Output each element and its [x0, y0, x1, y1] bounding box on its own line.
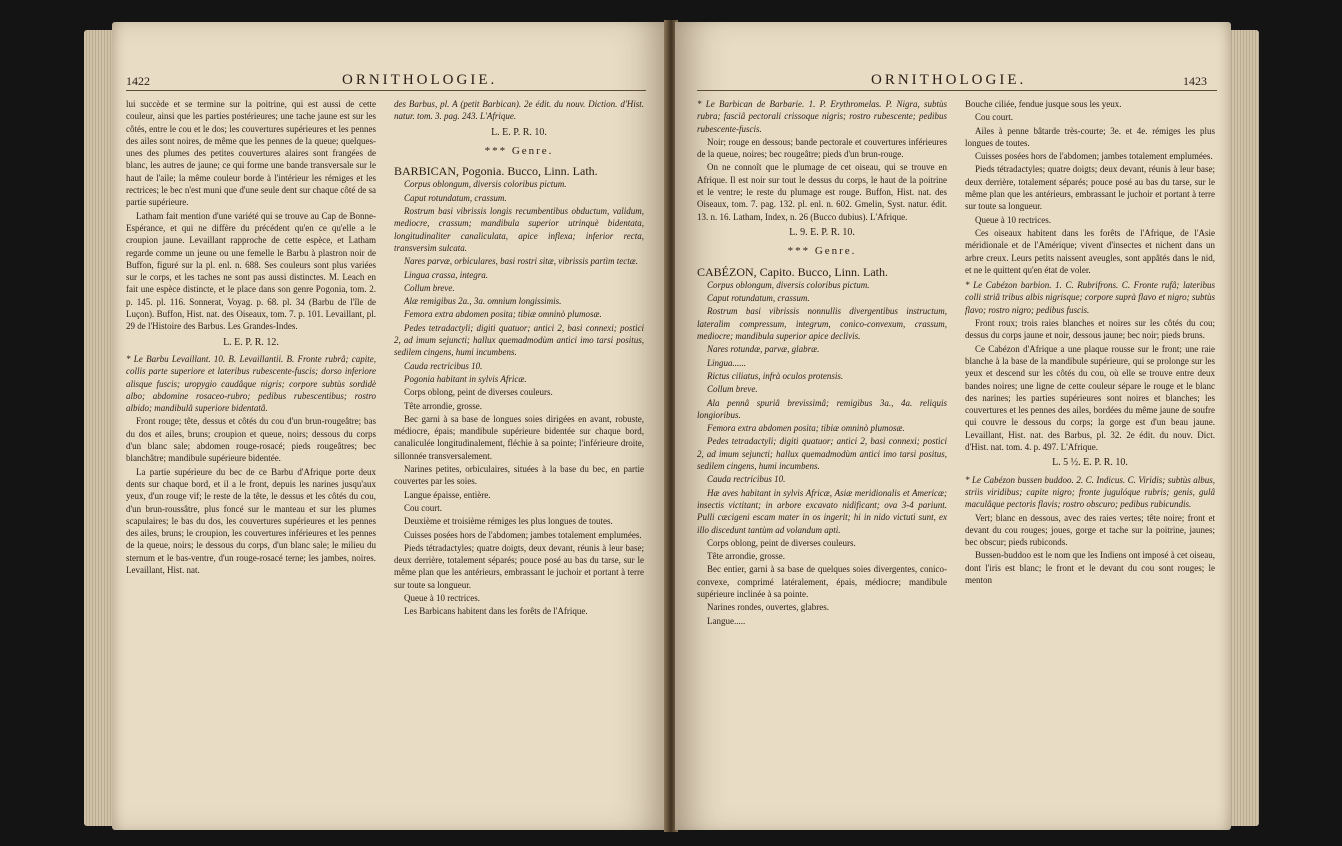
paragraph: Cauda rectricibus 10.: [707, 474, 786, 485]
paragraph: Deuxième et troisième rémiges les plus longues de toutes.: [404, 516, 613, 527]
paragraph: Narines rondes, ouvertes, glabres.: [707, 602, 829, 613]
page-edges-right: [1229, 30, 1259, 826]
left-column-2: [394, 98, 644, 619]
paragraph: CABÉZON, Capito. Bucco, Linn. Lath.: [697, 264, 888, 279]
paragraph: BARBICAN, Pogonia. Bucco, Linn. Lath.: [394, 164, 598, 179]
right-column-1: [697, 98, 947, 628]
header-rule: [126, 90, 646, 91]
page-number: 1423: [1183, 74, 1207, 88]
paragraph: L. 9. E. P. R. 10.: [789, 226, 855, 238]
paragraph: Pedes tetradactyli; digiti quatuor; antici 2, basi connexi; postici 2, ad imum sejuncti; hallux quemadmodùm antici imo tarsi positus, sedilem cingens, humi incumbens.: [697, 436, 947, 472]
paragraph: Queue à 10 rectrices.: [404, 592, 480, 603]
paragraph: Corps oblong, peint de diverses couleurs.: [404, 387, 553, 398]
paragraph: L. 5 ½. E. P. R. 10.: [1052, 457, 1128, 469]
paragraph: La partie supérieure du bec de ce Barbu d'Afrique porte deux dents sur chaque bord, et il a le front, depuis les narines jusqu'aux yeux, d'un rouge vif; le reste de la tête, le dessus et les côtés du cou, d'un brun-roussâtre, plus foncé sur le manteau et sur les plumes scapulaires; le bas du dos, les couvertures supérieures et les pennes des ailes, bruns; le croupion, les couvertures inférieures et les pennes de la queue, noirs; le dessous du corps, d'un blanc sale; le milieu du sternum et le bas-ventre, d'un rouge-rosacé terne; les jambes, noires. Levaillant, Hist. nat.: [126, 466, 376, 575]
paragraph: Corpus oblongum, diversis coloribus pictum.: [707, 279, 870, 290]
paragraph: Corps oblong, peint de diverses couleurs.: [707, 537, 856, 548]
page-edges-left: [84, 30, 114, 826]
paragraph: Bussen-buddoo est le nom que les Indiens ont imposé à cet oiseau, dont l'iris est blanc; le front et le devant du cou sont rouges; le menton: [965, 550, 1215, 585]
paragraph: Lingua crassa, integra.: [404, 269, 489, 280]
paragraph: * Le Barbu Levaillant. 10. B. Levaillantii. B. Fronte rubrâ; capite, collis parte superiore et lateribus rubescente-fuscis; dorso inferiore alisque fuscis; uropygio caudâque nigris; corpore subtùs sordidè albo; abdomine rosaceo-rubro; pedibus rubescentibus; rostro albido; mandibulâ superiore bidentatâ.: [126, 353, 376, 414]
paragraph: Lingua......: [707, 357, 747, 368]
header-rule: [697, 90, 1217, 91]
paragraph: Front rouge; tête, dessus et côtés du cou d'un brun-rougeâtre; bas du dos et ailes, bruns; croupion et queue, noirs; dessous du corps d'un blanc sale; abdomen rouge-rosacé; pieds rougeâtres; bec blanchâtre; mandibule supérieure bidentée.: [126, 416, 376, 464]
left-page: [112, 22, 667, 830]
paragraph: Front roux; trois raies blanches et noires sur les côtés du cou; dessus du corps jaune et noir, dessous jaune; bec noir; pieds bruns.: [965, 318, 1215, 341]
right-column-2: [965, 98, 1215, 587]
paragraph: Cuisses posées hors de l'abdomen; jambes totalement emplumées.: [404, 529, 642, 540]
paragraph: Nares rotundæ, parvæ, glabræ.: [707, 344, 820, 355]
paragraph: Langue.....: [707, 615, 746, 626]
paragraph: lui succède et se termine sur la poitrine, qui est aussi de cette couleur, ainsi que les parties postérieures; une tache jaune est sur les côtés, entre le cou et le dos; les couvertures supérieures et les pennes des ailes sont noires, de même que les pennes de la queue; quelques-unes des plumes des petites couvertures alaires sont frangées de blanc, les autres de jaune; ce qui forme une bande transversale sur le haut de l'aile; la même couleur borde à l'intérieur les rémiges et les rectrices; le bec n'est muni que d'une seule dent sur chaque côté de sa partie supérieure.: [126, 99, 376, 208]
paragraph: On ne connoît que le plumage de cet oiseau, qui se trouve en Afrique. Il est noir sur tout le dessus du corps, le haut de la poitrine et le ventre; le reste du plumage est rouge. Buffon, Hist. nat. des Oiseaux, tom. 7. pag. 132. pl. enl. n. 602. Gmelin, Syst. natur. édit. 13. n. 16. Latham, Index, n. 26 (Bucco dubius). L'Afrique.: [697, 162, 947, 222]
paragraph: Bec entier, garni à sa base de quelques soies divergentes, conico-convexe, comprimé latéralement, épais, médiocre; mandibule supérieure inclinée à sa pointe.: [697, 564, 947, 599]
paragraph: Cuisses posées hors de l'abdomen; jambes totalement emplumées.: [975, 151, 1213, 162]
paragraph: Noir; rouge en dessous; bande pectorale et couvertures inférieures de la queue, noires; bec rougeâtre; pieds d'un brun-rouge.: [697, 136, 947, 160]
paragraph: Pieds tétradactyles; quatre doigts; deux devant, réunis à leur base; deux derrière, totalement séparés; pouce posé au bas du tarse, sur le même plan que les antérieurs, embrassant le juchoir et portant à terre sur toute sa longueur.: [965, 164, 1215, 212]
paragraph: *** Genre.: [484, 144, 554, 157]
paragraph: Ces oiseaux habitent dans les forêts de l'Afrique, de l'Asie méridionale et de l'Amérique; vivent d'insectes et nichent dans un arbre creux. Leurs petits naissent aveugles, sont appâtés dans le nid, et ne le quittent qu'en état de voler.: [965, 227, 1215, 275]
paragraph: Collum breve.: [707, 384, 758, 395]
paragraph: Ala pennâ spuriâ brevissimâ; remigibus 3a., 4a. reliquis longioribus.: [697, 397, 947, 420]
paragraph: L. E. P. R. 12.: [223, 336, 279, 348]
paragraph: L. E. P. R. 10.: [491, 126, 547, 138]
paragraph: *** Genre.: [787, 245, 857, 258]
running-head: ORNITHOLOGIE.: [342, 72, 498, 88]
paragraph: Femora extra abdomen posita; tibiæ omninò plumosæ.: [404, 309, 602, 320]
paragraph: Cou court.: [404, 502, 442, 513]
right-page: [675, 22, 1231, 830]
paragraph: Pieds tétradactyles; quatre doigts, deux devant, réunis à leur base; deux derrière, totalement séparés; pouce posé au bas du tarse, sur le même plan que les antérieurs, embrassant le juchoir et portant à terre sur toute sa longueur.: [394, 542, 644, 590]
paragraph: Pogonia habitant in sylvis Africæ.: [404, 373, 527, 384]
paragraph: * Le Cabézon bussen buddoo. 2. C. Indicus. C. Viridis; subtùs albus, striis viridibus; capite nigro; fronte jugulóque rubris; genis, gulâ maculâque pectoris flavis; rostro obscuro; pedibus rubicundis.: [965, 474, 1215, 510]
paragraph: Hæ aves habitant in sylvis Africæ, Asiæ meridionalis et Americæ; insectis victitant; in arbore excavato nidificant; ova 3-4 pariunt. Pulli cæcigeni escam mater in os ingerit; hi in nido victuti sunt, ex illo discedunt tantùm ad volandum apti.: [697, 487, 947, 535]
paragraph: Ailes à penne bâtarde très-courte; 3e. et 4e. rémiges les plus longues de toutes.: [965, 125, 1215, 148]
paragraph: * Le Cabézon barbion. 1. C. Rubrifrons. C. Fronte rufâ; lateribus colli striâ tribus albis nigrisque; corpore suprà flavo et nigro; subtùs flavo; rostro nigro; pedibus fuscis.: [965, 280, 1215, 315]
paragraph: Femora extra abdomen posita; tibiæ omninò plumosæ.: [707, 423, 905, 434]
paragraph: des Barbus, pl. A (petit Barbican). 2e édit. du nouv. Diction. d'Hist. natur. tom. 3. pag. 243. L'Afrique.: [394, 99, 644, 122]
paragraph: Pedes tetradactyli; digiti quatuor; antici 2, basi connexi; postici 2, ad imum sejuncti; hallux quemadmodùm antici imo tarsi positus, sedilem cingens, humi incumbens.: [394, 322, 644, 358]
paragraph: Langue épaisse, entière.: [404, 489, 491, 500]
paragraph: Latham fait mention d'une variété qui se trouve au Cap de Bonne-Espérance, et qui ne diffère du précédent qu'en ce qu'elle a le croupion jaune. Levaillant rapproche de cette espèce, et Latham regarde comme un jeune ou une femelle le Barbu à plastron noir de Buffon, figuré sur la pl. enl. n. 688. Ses couleurs sont plus variées sur le corps, et les taches ne sont pas aussi distinctes. M. Leach en fait une espèce distincte, et le place dans son genre Pogonia, tom. 2. p. 145. pl. 116. Sonnerat, Voyag. p. 68. pl. 34 (Barbu de l'île de Luçon). Buffon, Hist. nat. des Oiseaux, tom. 7. p. 101. Levaillant, pl. 29 de l'Histoire des Barbus. Les Grandes-Indes.: [126, 210, 376, 332]
paragraph: Vert; blanc en dessous, avec des raies vertes; tête noire; front et devant du cou rouges; joues, gorge et tache sur la poitrine, jaunes; bec obscur; pieds rubiconds.: [965, 512, 1215, 548]
running-head: ORNITHOLOGIE.: [871, 72, 1027, 88]
left-column-1: [126, 98, 376, 577]
paragraph: Alæ remigibus 2a., 3a. omnium longissimis.: [404, 296, 562, 307]
paragraph: Bec garni à sa base de longues soies dirigées en avant, robuste, médiocre, épais; mandibule supérieure bidentée sur chaque bord, canaliculée longitudinalement, fléchie à sa pointe; l'inférieure droite, sillonnée transversalement.: [394, 413, 644, 461]
paragraph: Les Barbicans habitent dans les forêts de l'Afrique.: [404, 606, 588, 617]
paragraph: Bouche ciliée, fendue jusque sous les yeux.: [965, 99, 1122, 109]
paragraph: Tête arrondie, grosse.: [707, 551, 785, 562]
paragraph: Collum breve.: [404, 282, 455, 293]
paragraph: Nares parvæ, orbiculares, basi rostri sitæ, vibrissis partìm tectæ.: [404, 256, 639, 267]
page-number: 1422: [126, 74, 150, 88]
paragraph: Queue à 10 rectrices.: [975, 214, 1051, 225]
paragraph: Cauda rectricibus 10.: [404, 360, 483, 371]
paragraph: Tête arrondie, grosse.: [404, 400, 482, 411]
paragraph: Rostrum basi vibrissis nonnullis divergentibus instructum, lateralìm compressum, integrum, conico-convexum, crassum, mediocre; mandibula superior apice declivis.: [697, 306, 947, 342]
paragraph: Ce Cabézon d'Afrique a une plaque rousse sur le front; une raie blanche à la base de la mandibule supérieure, qui se prolonge sur les yeux et descend sur les côtés du cou, où elle se trouve entre deux bandes noires; une ligne de cette couleur sépare le rouge et le blanc des narines; les parties supérieures sont noires et blanches; les couvertures et les pennes des ailes, bordées du même jaune de soufre qui couvre le dessous du corps; la gorge est d'un beau jaune. Levaillant, Hist. nat. des Barbus, pl. 32. 2e édit. du nouv. Dict. d'Hist. nat. tom. 4. p. 497. L'Afrique.: [965, 343, 1215, 453]
paragraph: Rostrum basi vibrissis longis recumbentibus obductum, validum, mediocre, crassum; mandibula superior utrinquè bidentata, longitudinaliter canaliculata, apice inflexa; inferior recta, transversìm sulcata.: [394, 206, 644, 253]
paragraph: Cou court.: [975, 112, 1013, 123]
paragraph: Caput rotundatum, crassum.: [404, 192, 507, 203]
paragraph: Caput rotundatum, crassum.: [707, 293, 810, 304]
paragraph: Narines petites, orbiculaires, situées à la base du bec, en partie couvertes par les soies.: [394, 464, 644, 487]
paragraph: Corpus oblongum, diversis coloribus pictum.: [404, 179, 567, 190]
paragraph: * Le Barbican de Barbarie. 1. P. Erythromelas. P. Nigra, subtùs rubra; fasciâ pectorali crissoque nigris; rostro rubescente; pedibus rubescente-fuscis.: [697, 99, 947, 134]
paragraph: Rictus ciliatus, infrà oculos protensis.: [707, 370, 844, 381]
